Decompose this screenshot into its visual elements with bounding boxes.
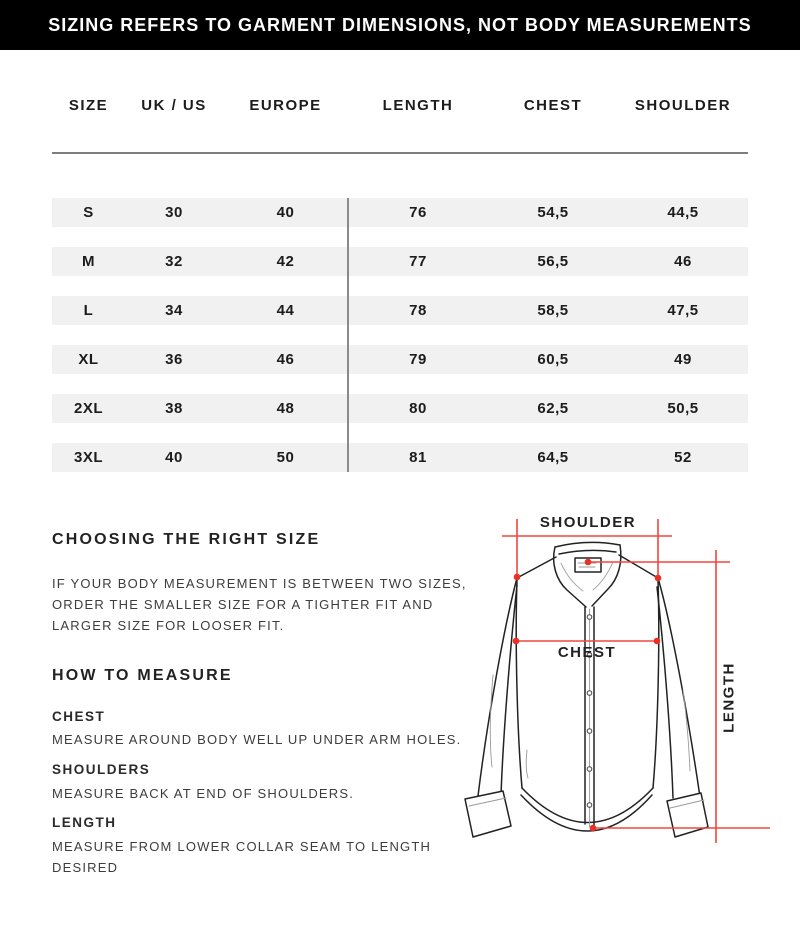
size-table-header — [52, 90, 748, 120]
table-cell: 76 — [409, 204, 427, 221]
table-cell: 46 — [276, 351, 295, 368]
table-cell: 81 — [409, 449, 427, 466]
table-cell: 50 — [276, 449, 295, 466]
table-cell: 30 — [165, 204, 183, 221]
size-table — [52, 90, 748, 472]
table-cell: 79 — [409, 351, 427, 368]
table-cell: 58,5 — [537, 302, 569, 319]
column-header-uk-us: UK / US — [141, 96, 207, 114]
table-cell: 42 — [276, 253, 295, 270]
paragraph-line: LARGER SIZE FOR LOOSER FIT. — [52, 618, 285, 633]
banner-text: SIZING REFERS TO GARMENT DIMENSIONS, NOT BODY MEASUREMENTS — [48, 14, 752, 35]
table-vertical-divider — [347, 198, 349, 472]
paragraph-line: IF YOUR BODY MEASUREMENT IS BETWEEN TWO SIZES, — [52, 576, 467, 591]
table-cell: 62,5 — [537, 400, 569, 417]
table-row-2xl — [52, 394, 748, 423]
table-cell: 44 — [276, 302, 295, 319]
shirt-measurement-diagram — [455, 505, 795, 865]
paragraph-line: DESIRED — [52, 860, 119, 875]
measure-length-label: LENGTH — [52, 815, 117, 830]
shirt-illustration — [455, 505, 795, 865]
choosing-size-heading: CHOOSING THE RIGHT SIZE — [52, 531, 321, 548]
shoulder-diagram-label: SHOULDER — [539, 514, 637, 531]
table-cell: XL — [78, 351, 99, 368]
table-cell: 77 — [409, 253, 427, 270]
table-cell: 44,5 — [667, 204, 699, 221]
measure-length-description — [52, 836, 431, 878]
table-cell: 46 — [674, 253, 692, 270]
table-row-3xl — [52, 443, 748, 472]
how-to-measure-heading: HOW TO MEASURE — [52, 667, 233, 684]
table-cell: S — [83, 204, 94, 221]
table-cell: 3XL — [73, 449, 103, 466]
paragraph-line: ORDER THE SMALLER SIZE FOR A TIGHTER FIT AND — [52, 597, 434, 612]
table-cell: 36 — [165, 351, 183, 368]
table-cell: 32 — [165, 253, 183, 270]
measure-chest-label: CHEST — [52, 709, 106, 724]
table-row-s — [52, 198, 748, 227]
table-cell: M — [82, 253, 95, 270]
table-cell: 80 — [409, 400, 427, 417]
column-header-shoulder: SHOULDER — [634, 96, 732, 114]
table-cell: 54,5 — [537, 204, 569, 221]
column-header-chest: CHEST — [523, 96, 583, 114]
banner — [0, 0, 800, 50]
table-row-xl — [52, 345, 748, 374]
length-diagram-label: LENGTH — [720, 662, 738, 733]
header-divider — [52, 152, 748, 154]
table-cell: 34 — [165, 302, 183, 319]
measure-shoulders-description: MEASURE BACK AT END OF SHOULDERS. — [52, 786, 355, 801]
table-cell: 40 — [276, 204, 295, 221]
table-cell: 52 — [674, 449, 692, 466]
table-cell: 2XL — [73, 400, 103, 417]
choosing-size-paragraph — [52, 573, 467, 636]
table-cell: 78 — [409, 302, 427, 319]
table-cell: 50,5 — [667, 400, 699, 417]
collar-dot — [585, 559, 592, 566]
table-cell: 40 — [165, 449, 183, 466]
chest-diagram-label: CHEST — [557, 644, 617, 661]
measure-shoulders-label: SHOULDERS — [52, 762, 151, 777]
table-cell: 56,5 — [537, 253, 569, 270]
hem-dot — [590, 825, 597, 832]
size-table-body — [52, 198, 748, 492]
shoulder-right-dot — [655, 575, 662, 582]
measure-chest-description: MEASURE AROUND BODY WELL UP UNDER ARM HOLES. — [52, 732, 462, 747]
table-row-m — [52, 247, 748, 276]
table-cell: 48 — [276, 400, 295, 417]
table-cell: L — [83, 302, 94, 319]
table-cell: 60,5 — [537, 351, 569, 368]
table-cell: 47,5 — [667, 302, 699, 319]
table-cell: 64,5 — [537, 449, 569, 466]
column-header-size: SIZE — [68, 96, 109, 114]
table-cell: 38 — [165, 400, 183, 417]
column-header-europe: EUROPE — [249, 96, 322, 114]
shoulder-left-dot — [514, 574, 521, 581]
table-cell: 49 — [674, 351, 692, 368]
paragraph-line: MEASURE FROM LOWER COLLAR SEAM TO LENGTH — [52, 839, 432, 854]
table-row-l — [52, 296, 748, 325]
column-header-length: LENGTH — [382, 96, 454, 114]
